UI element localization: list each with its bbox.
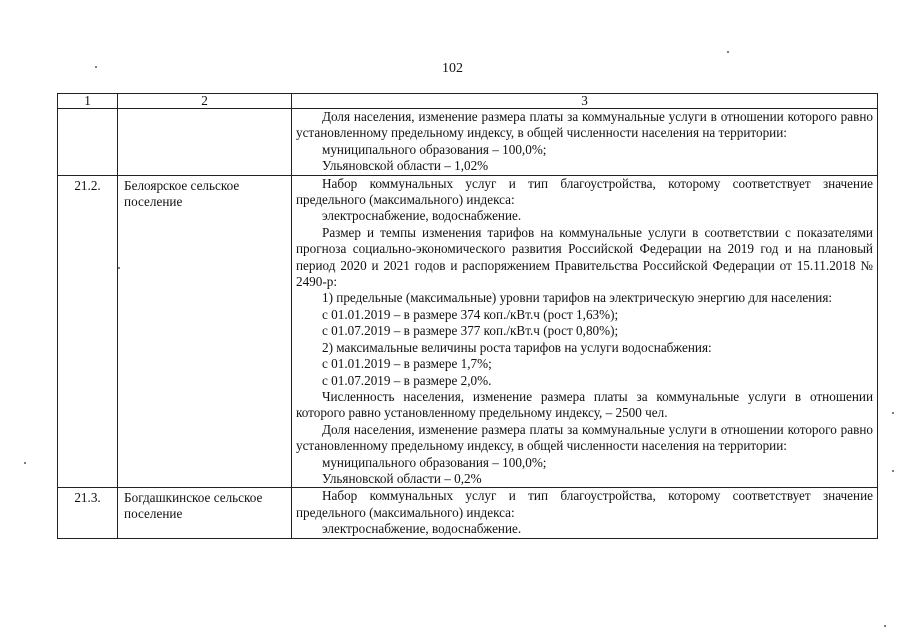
description-line: электроснабжение, водоснабжение. (321, 208, 522, 224)
scan-speck (95, 66, 97, 68)
page-number: 102 (442, 61, 463, 76)
table-body (58, 109, 878, 539)
description-paragraph: Доля населения, изменение размера платы за коммунальные услуги в отношении которого равно установленному предельному индексу, в общей численности населения на территории: (295, 109, 873, 141)
description-line: Ульяновской области – 1,02% (321, 158, 489, 174)
description-paragraph: Численность населения, изменение размера платы за коммунальные услуги в отношении которого равно установленному предельному индексу, – 2500 чел. (295, 388, 873, 421)
description-line: с 01.01.2019 – в размере 1,7%; (321, 356, 492, 372)
settlement-name-cell (118, 109, 292, 176)
settlement-name: Богдашкинское сельское поселение (124, 490, 263, 522)
description-line: 2) максимальные величины роста тарифов на услуги водоснабжения: (321, 339, 712, 355)
description-line: с 01.07.2019 – в размере 377 коп./кВт.ч (рост 0,80%); (321, 323, 619, 339)
row-number-cell (58, 109, 118, 176)
table-row (58, 488, 878, 538)
description-line: электроснабжение, водоснабжение. (321, 521, 522, 537)
description-paragraph: Доля населения, изменение размера платы за коммунальные услуги в отношении которого равно установленному предельному индексу, в общей численности населения на территории: (295, 421, 873, 454)
row-number: 21.2. (74, 177, 101, 193)
description-paragraph: 1) предельные (максимальные) уровни тарифов на электрическую энергию для населения: (321, 290, 833, 306)
description-paragraph: Набор коммунальных услуг и тип благоустройства, которому соответствует значение предельного (максимального) индекса: (295, 175, 873, 208)
row-number-cell (58, 175, 118, 488)
row-number-cell (58, 488, 118, 538)
scan-speck (892, 470, 894, 472)
scan-speck (118, 267, 120, 269)
row-number (62, 109, 113, 111)
description-cell (291, 175, 877, 488)
description-line: Ульяновской области – 0,2% (321, 470, 482, 486)
description-paragraph: Размер и темпы изменения тарифов на коммунальные услуги в соответствии с показателями прогноза социально-экономического развития Российской Федерации на 2019 год и на плановый период 2020 и 2021 годов и распоряжением Правительства Российской Федерации от 15.11.2018 № 2490-р: (295, 224, 873, 290)
tariff-table (57, 93, 878, 539)
settlement-name-cell (118, 175, 292, 488)
description-line: муниципального образования – 100,0%; (321, 454, 547, 470)
scan-speck (24, 462, 26, 464)
settlement-name (122, 109, 287, 111)
description-paragraph: Набор коммунальных услуг и тип благоустройства, которому соответствует значение предельного (максимального) индекса: (295, 488, 873, 520)
table-row (58, 175, 878, 488)
scan-speck (892, 412, 894, 414)
header-col-3: 3 (291, 94, 877, 109)
table-row (58, 109, 878, 176)
settlement-name: Белоярское сельское поселение (124, 177, 240, 209)
description-cell (291, 488, 877, 538)
scan-speck (727, 51, 729, 53)
description-line: с 01.07.2019 – в размере 2,0%. (321, 372, 492, 388)
description-line: муниципального образования – 100,0%; (321, 141, 547, 157)
header-col-1: 1 (58, 94, 118, 109)
settlement-name-cell (118, 488, 292, 538)
scan-speck (884, 625, 886, 627)
table-header-row (58, 94, 878, 109)
description-line: с 01.01.2019 – в размере 374 коп./кВт.ч (рост 1,63%); (321, 306, 619, 322)
description-cell (291, 109, 877, 176)
row-number: 21.3. (74, 490, 101, 506)
header-col-2: 2 (118, 94, 292, 109)
